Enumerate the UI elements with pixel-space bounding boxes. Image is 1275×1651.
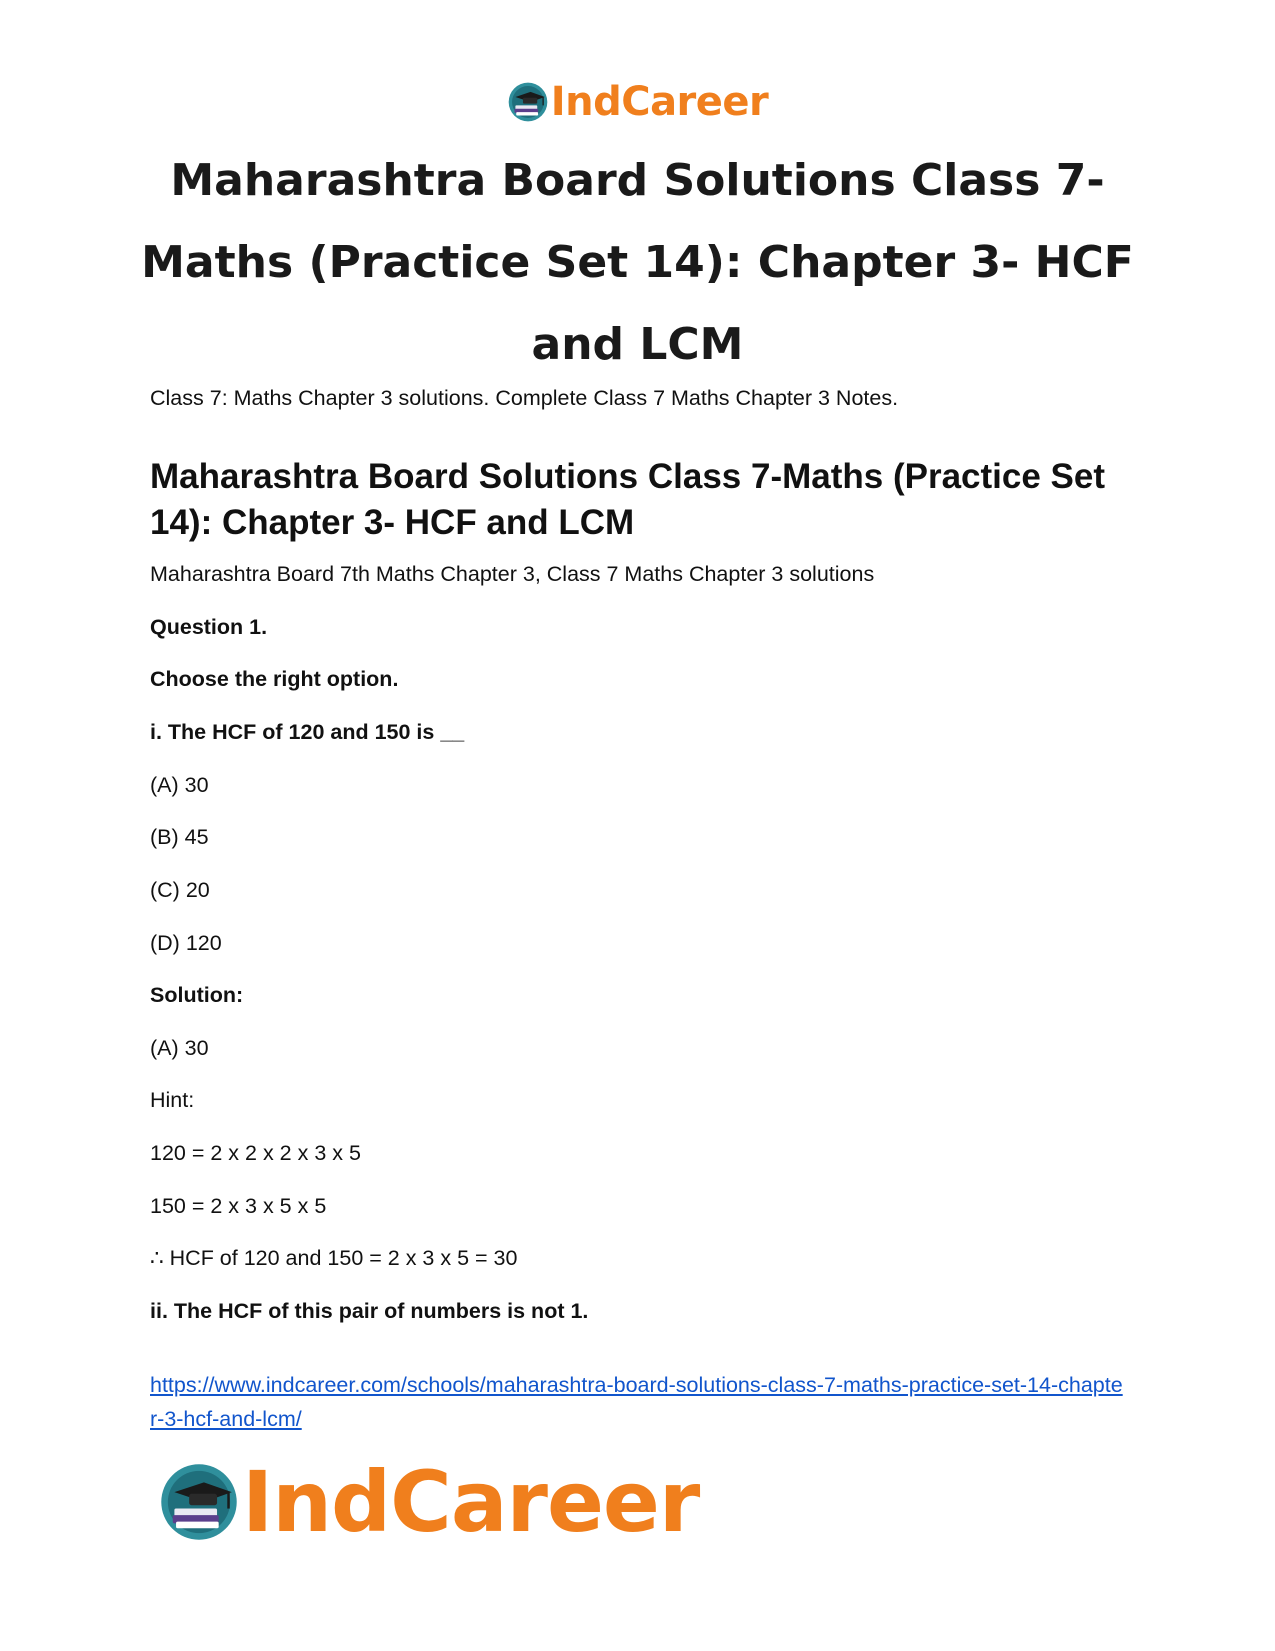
logo-wordmark: IndCareer xyxy=(242,1453,700,1551)
hint-line-2: 150 = 2 x 3 x 5 x 5 xyxy=(150,1194,327,1218)
header-logo-area xyxy=(0,78,1275,126)
description-text: Maharashtra Board 7th Maths Chapter 3, Class 7 Maths Chapter 3 solutions xyxy=(150,562,875,586)
source-url-link[interactable]: https://www.indcareer.com/schools/maharashtra-board-solutions-class-7-maths-practice-set-14-chapter-3-hcf-and-lcm/ xyxy=(150,1373,1123,1431)
section-heading: Maharashtra Board Solutions Class 7-Maths (Practice Set 14): Chapter 3- HCF and LCM xyxy=(150,457,1105,542)
indcareer-logo-large[interactable] xyxy=(158,1453,700,1551)
graduation-cap-books-icon xyxy=(507,81,549,123)
graduation-cap-books-icon xyxy=(158,1461,240,1543)
solution-label: Solution: xyxy=(150,983,244,1007)
hint-label: Hint: xyxy=(150,1088,195,1112)
instruction-text: Choose the right option. xyxy=(150,667,399,691)
footer-logo-area xyxy=(158,1453,700,1551)
question-ii-text: ii. The HCF of this pair of numbers is not 1. xyxy=(150,1299,589,1323)
option-a: (A) 30 xyxy=(150,773,209,797)
hint-line-1: 120 = 2 x 2 x 2 x 3 x 5 xyxy=(150,1141,361,1165)
option-b: (B) 45 xyxy=(150,825,209,849)
hint-line-3: ∴ HCF of 120 and 150 = 2 x 3 x 5 = 30 xyxy=(150,1246,518,1270)
solution-answer: (A) 30 xyxy=(150,1036,209,1060)
indcareer-logo[interactable] xyxy=(507,81,769,123)
option-d: (D) 120 xyxy=(150,931,222,955)
page-title: Maharashtra Board Solutions Class 7-Maths (Practice Set 14): Chapter 3- HCF and LCM xyxy=(141,155,1134,370)
question-label: Question 1. xyxy=(150,615,268,639)
logo-wordmark: IndCareer xyxy=(550,79,769,125)
option-c: (C) 20 xyxy=(150,878,210,902)
question-i-text: i. The HCF of 120 and 150 is __ xyxy=(150,720,465,744)
intro-text: Class 7: Maths Chapter 3 solutions. Complete Class 7 Maths Chapter 3 Notes. xyxy=(150,386,899,410)
